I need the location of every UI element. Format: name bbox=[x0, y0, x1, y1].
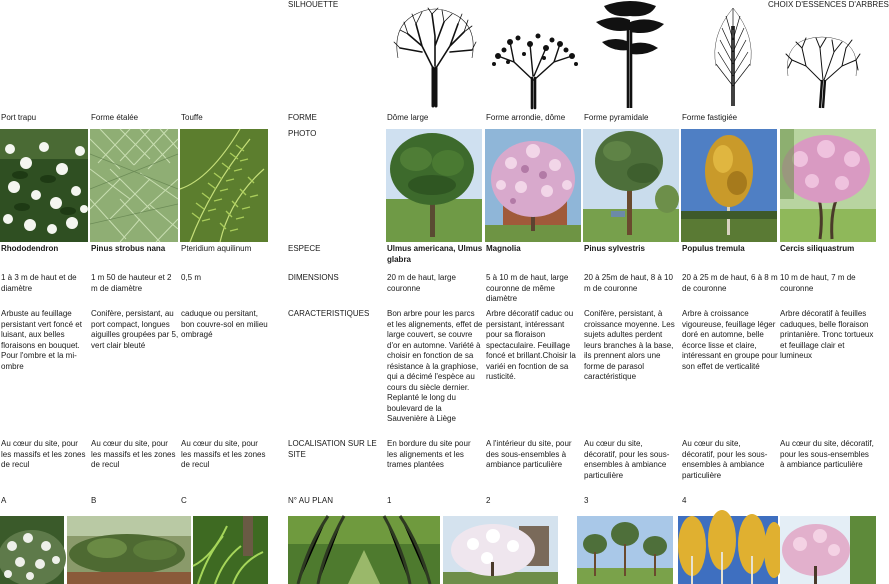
tree-2-plan: 2 bbox=[486, 496, 491, 505]
shrub-c-localisation: Au cœur du site, pour les massifs et les zones de recul bbox=[181, 439, 266, 469]
tree-1-forme: Dôme large bbox=[387, 113, 429, 122]
shrub-c-plan: C bbox=[181, 496, 187, 505]
row-label-plan: N° AU PLAN bbox=[288, 496, 333, 505]
aspen-photo bbox=[681, 129, 777, 242]
elm-photo bbox=[386, 129, 482, 242]
shrub-a-localisation: Au cœur du site, pour les massifs et les zones de recul bbox=[1, 439, 86, 469]
tree-1-espece: Ulmus americana, Ulmus glabra bbox=[387, 244, 483, 264]
elm-silhouette-icon bbox=[392, 6, 478, 106]
row-label-localisation: LOCALISATION SUR LE SITE bbox=[288, 439, 377, 459]
row-label-photo: PHOTO bbox=[288, 129, 317, 138]
magnolia-tree-photo bbox=[443, 516, 558, 584]
tree-3-espece: Pinus sylvestris bbox=[584, 244, 645, 253]
tree-5-caracteristiques: Arbre décoratif à feuilles caduques, belle floraison printanière. Tronc tortueux et feuillage clair et lumineux bbox=[780, 309, 874, 360]
shrub-c-caracteristiques: caduque ou persitant, bon couvre-sol en milieu ombragé bbox=[181, 309, 268, 339]
pine-silhouette-icon bbox=[594, 0, 666, 108]
silhouette-label: SILHOUETTE bbox=[288, 0, 339, 9]
tree-4-plan: 4 bbox=[682, 496, 687, 505]
shrub-a-forme: Port trapu bbox=[1, 113, 37, 122]
tree-5-localisation: Au cœur du site, décoratif, pour les sous-ensembles à ambiance particulière bbox=[780, 439, 874, 469]
tree-5-espece: Cercis siliquastrum bbox=[780, 244, 855, 253]
tree-3-plan: 3 bbox=[584, 496, 589, 505]
shrub-a-dimensions: 1 à 3 m de haut et de diamètre bbox=[1, 273, 77, 293]
tree-2-dimensions: 5 à 10 m de haut, large couronne de même diamètre bbox=[486, 273, 569, 303]
tree-3-localisation: Au cœur du site, décoratif, pour les sous-ensembles à ambiance particulière bbox=[584, 439, 670, 480]
pine-group-photo bbox=[577, 516, 673, 584]
row-label-forme: FORME bbox=[288, 113, 317, 122]
shrub-b-localisation: Au cœur du site, pour les massifs et les zones de recul bbox=[91, 439, 176, 469]
tree-1-localisation: En bordure du site pour les alignements et les trames plantées bbox=[387, 439, 471, 469]
pine-photo bbox=[583, 129, 679, 242]
tree-2-espece: Magnolia bbox=[486, 244, 521, 253]
shrub-b-caracteristiques: Conifère, persistant, au port compact, longues aiguilles groupées par 5, vert clair bleuté bbox=[91, 309, 179, 350]
pine-needles-photo bbox=[90, 129, 178, 242]
fern-group-photo bbox=[193, 516, 268, 584]
tree-4-espece: Populus tremula bbox=[682, 244, 745, 253]
shrub-a-espece: Rhododendron bbox=[1, 244, 59, 253]
shrub-a-caracteristiques: Arbuste au feuillage persistant vert foncé et luisant, aux belles floraisons en bouquet. Pour l'ombre et la mi-ombre bbox=[1, 309, 82, 371]
aspen-grove-photo bbox=[678, 516, 778, 584]
tree-4-dimensions: 20 à 25 m de haut, 6 à 8 m de couronne bbox=[682, 273, 778, 293]
shrub-a-plan: A bbox=[1, 496, 7, 505]
tree-4-localisation: Au cœur du site, décoratif, pour les sous-ensembles à ambiance particulière bbox=[682, 439, 768, 480]
tree-4-caracteristiques: Arbre à croissance vigoureuse, feuillage léger doré en automne, belle écorce lisse et claire, intéressant en groupe pour son effet de verticalité bbox=[682, 309, 778, 371]
tree-1-caracteristiques: Bon arbre pour les parcs et les alignements, effet de large couvert, se couvre d'or en automne. Variété à choisir en fonction de sa résistance à la graphiose, qui a décimé l'espèce au cours du siècle dernier. Replanté le long du boulevard de la Sauvenière à Liège bbox=[387, 309, 483, 423]
tree-3-forme: Forme pyramidale bbox=[584, 113, 649, 122]
rhododendron-photo bbox=[0, 129, 88, 242]
tree-1-plan: 1 bbox=[387, 496, 392, 505]
shrub-b-dimensions: 1 m 50 de hauteur et 2 m de diamètre bbox=[91, 273, 172, 293]
tree-5-dimensions: 10 m de haut, 7 m de couronne bbox=[780, 273, 856, 293]
shrub-c-espece: Pteridium aquilinum bbox=[181, 244, 252, 253]
tree-2-localisation: A l'intérieur du site, pour des sous-ensembles à ambiance particulière bbox=[486, 439, 572, 469]
shrub-b-forme: Forme étalée bbox=[91, 113, 139, 122]
tree-4-forme: Forme fastigiée bbox=[682, 113, 738, 122]
cercis-flowering-photo bbox=[780, 516, 876, 584]
shrub-b-espece: Pinus strobus nana bbox=[91, 244, 166, 253]
shrub-c-forme: Touffe bbox=[181, 113, 203, 122]
magnolia-photo bbox=[485, 129, 581, 242]
row-label-dimensions: DIMENSIONS bbox=[288, 273, 339, 282]
magnolia-silhouette-icon bbox=[488, 26, 580, 108]
tree-3-dimensions: 20 à 25m de haut, 8 à 10 m de couronne bbox=[584, 273, 673, 293]
tree-2-caracteristiques: Arbre décoratif caduc ou persistant, intéressant pour sa floraison spectaculaire. Feuillage foncé et brillant.Choisir la variéi en focntion de sa rusticité. bbox=[486, 309, 576, 381]
rhododendron-bush-photo bbox=[0, 516, 64, 584]
tree-2-forme: Forme arrondie, dôme bbox=[486, 113, 566, 122]
elm-avenue-photo bbox=[288, 516, 440, 584]
tree-1-dimensions: 20 m de haut, large couronne bbox=[387, 273, 456, 293]
pine-shrub-bed-photo bbox=[67, 516, 191, 584]
shrub-c-dimensions: 0,5 m bbox=[181, 273, 202, 282]
cercis-photo bbox=[780, 129, 876, 242]
tree-3-caracteristiques: Conifère, persistant, à croissance moyenne. Les sujets adultes perdent leurs branches à la base, ils prennent alors une forme de parasol caractéristique bbox=[584, 309, 675, 381]
shrub-b-plan: B bbox=[91, 496, 97, 505]
page-title: CHOIX D'ESSENCES D'ARBRES bbox=[768, 0, 889, 9]
row-label-caracteristiques: CARACTERISTIQUES bbox=[288, 309, 370, 318]
fern-photo bbox=[180, 129, 268, 242]
row-label-espece: ESPECE bbox=[288, 244, 321, 253]
cercis-silhouette-icon bbox=[784, 36, 860, 108]
aspen-silhouette-icon bbox=[708, 6, 758, 106]
